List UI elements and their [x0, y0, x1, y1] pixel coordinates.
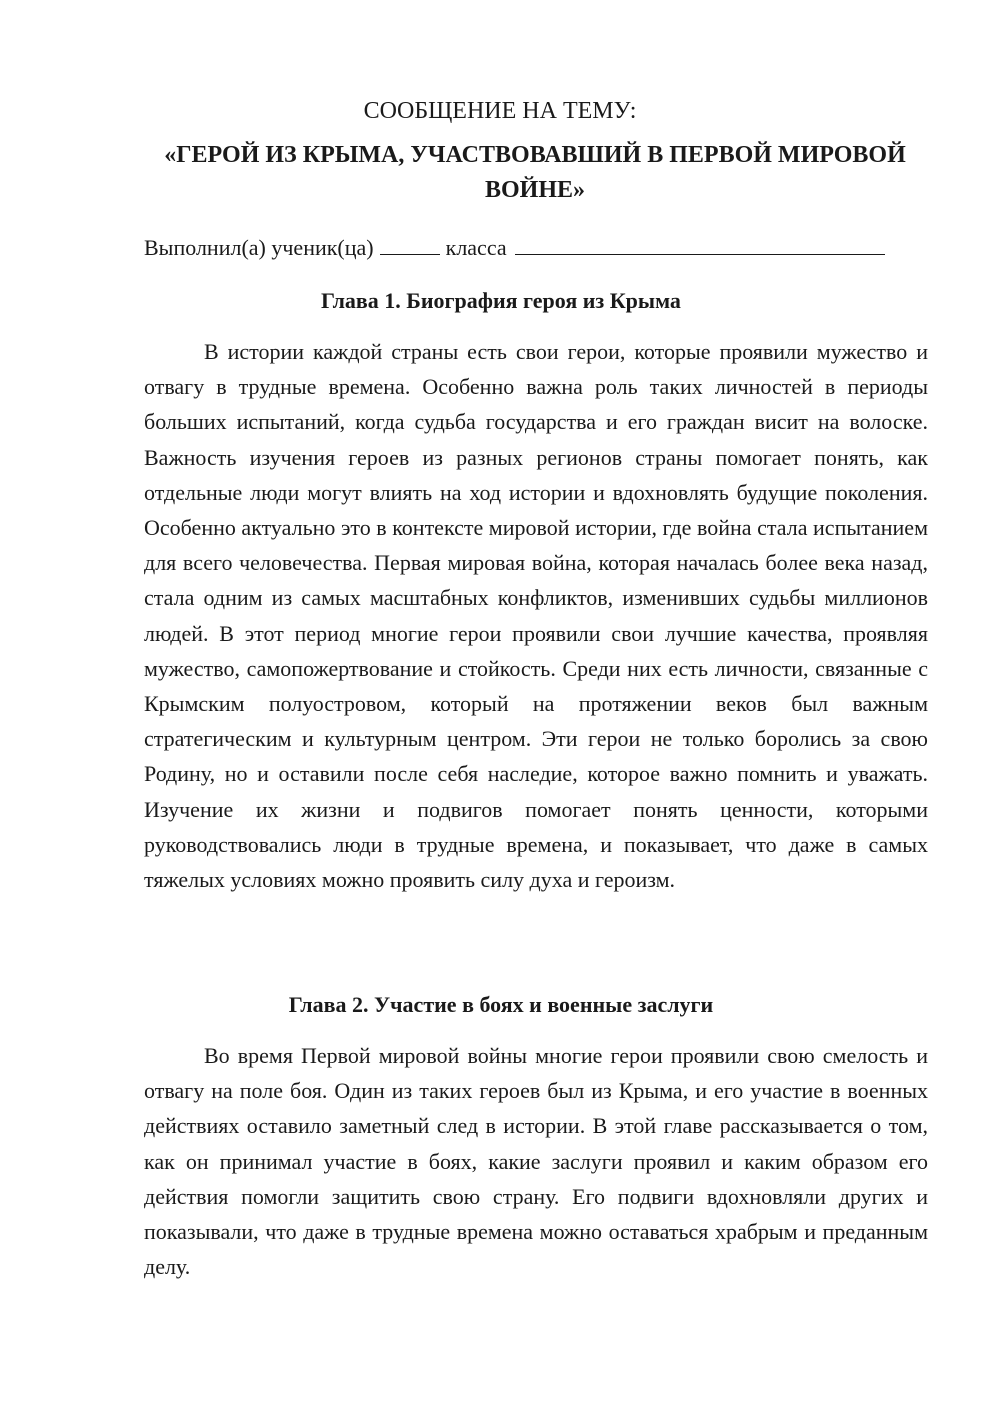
- chapter-1-paragraph: В истории каждой страны есть свои герои, которые проявили мужество и отвагу в трудные времена. Особенно важна роль таких личностей в периоды больших испытаний, когда судьба государства и его граждан висит на волоске. Важность изучения героев из разных регионов страны помогает понять, как отдельные люди могут влиять на ход истории и вдохновлять будущие поколения. Особенно актуально это в контексте мировой истории, где война стала испытанием для всего человечества. Первая мировая война, которая началась более века назад, стала одним из самых масштабных конфликтов, изменивших судьбы миллионов людей. В этот период многие герои проявили свои лучшие качества, проявляя мужество, самопожертвование и стойкость. Среди них есть личности, связанные с Крымским полуостровом, который на протяжении веков был важным стратегическим и культурным центром. Эти герои не только боролись за свою Родину, но и оставили после себя наследие, которое важно помнить и уважать. Изучение их жизни и подвигов помогает понять ценности, которыми руководствовались люди в трудные времена, и показывает, что даже в самых тяжелых условиях можно проявить силу духа и героизм.: [144, 339, 928, 893]
- student-label: Выполнил(а) ученик(ца): [144, 235, 374, 260]
- document-title: «ГЕРОЙ ИЗ КРЫМА, УЧАСТВОВАВШИЙ В ПЕРВОЙ МИРОВОЙ ВОЙНЕ»: [164, 142, 906, 203]
- class-number-blank: [380, 230, 440, 255]
- chapter-2-heading: Глава 2. Участие в боях и военные заслуги: [288, 992, 714, 1017]
- chapter-1-heading: Глава 1. Биография героя из Крыма: [321, 288, 681, 313]
- student-line: [144, 230, 885, 265]
- class-label: класса: [445, 235, 507, 260]
- chapter-2-paragraph: Во время Первой мировой войны многие герои проявили свою смелость и отвагу на поле боя. Один из таких героев был из Крыма, и его участие в военных действиях оставило заметный след в истории. В этой главе рассказывается о том, как он принимал участие в боях, какие заслуги проявил и каким образом его действия помогли защитить свою страну. Его подвиги вдохновляли других и показывали, что даже в трудные времена можно оставаться храбрым и преданным делу.: [144, 1043, 928, 1280]
- subject-line: СООБЩЕНИЕ НА ТЕМУ:: [363, 98, 637, 124]
- student-name-blank: [515, 230, 885, 255]
